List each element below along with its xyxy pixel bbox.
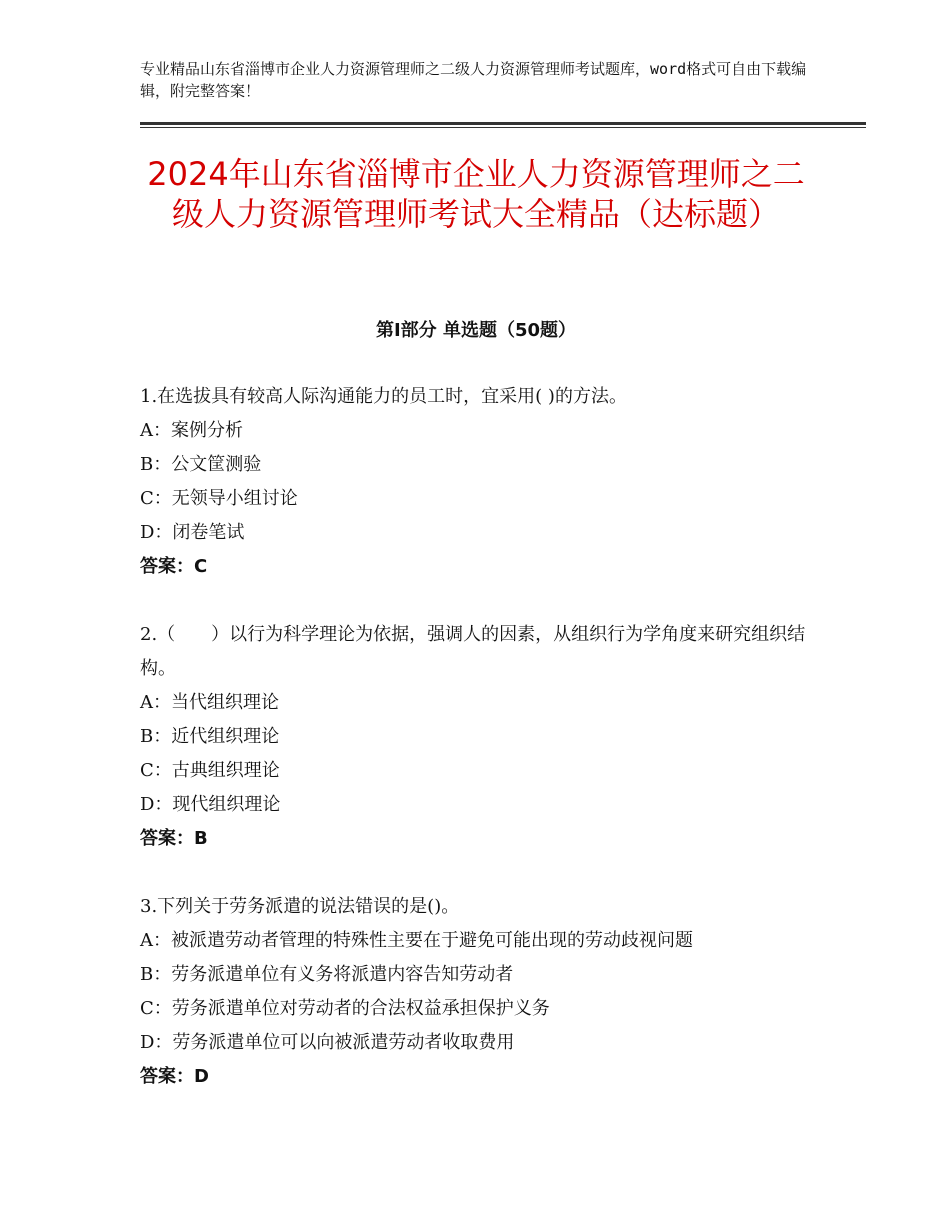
answer: 答案：D bbox=[140, 1066, 209, 1087]
question-stem: 2.（ ）以行为科学理论为依据，强调人的因素，从组织行为学角度来研究组织结构。 bbox=[140, 624, 806, 679]
header-rule-thin bbox=[140, 127, 866, 128]
header-rule-thick bbox=[140, 122, 866, 125]
option-c: C：劳务派遣单位对劳动者的合法权益承担保护义务 bbox=[140, 998, 550, 1019]
question-1 bbox=[140, 380, 820, 584]
option-d: D：现代组织理论 bbox=[140, 794, 281, 815]
question-3 bbox=[140, 890, 820, 1094]
option-a: A：当代组织理论 bbox=[140, 692, 279, 713]
option-a: A：被派遣劳动者管理的特殊性主要在于避免可能出现的劳动歧视问题 bbox=[140, 930, 693, 951]
option-d: D：劳务派遣单位可以向被派遣劳动者收取费用 bbox=[140, 1032, 515, 1053]
option-d: D：闭卷笔试 bbox=[140, 522, 245, 543]
document-title: 2024年山东省淄博市企业人力资源管理师之二级人力资源管理师考试大全精品（达标题） bbox=[147, 155, 805, 233]
section-title: 第Ⅰ部分 单选题（50题） bbox=[375, 320, 576, 341]
question-stem: 1.在选拔具有较高人际沟通能力的员工时，宜采用( )的方法。 bbox=[140, 386, 627, 407]
header-note: 专业精品山东省淄博市企业人力资源管理师之二级人力资源管理师考试题库，word格式可自由下载编辑，附完整答案！ bbox=[140, 60, 807, 100]
option-a: A：案例分析 bbox=[140, 420, 243, 441]
answer: 答案：B bbox=[140, 828, 208, 849]
option-b: B：公文筐测验 bbox=[140, 454, 262, 475]
option-b: B：近代组织理论 bbox=[140, 726, 280, 747]
question-stem: 3.下列关于劳务派遣的说法错误的是()。 bbox=[140, 896, 460, 917]
option-b: B：劳务派遣单位有义务将派遣内容告知劳动者 bbox=[140, 964, 514, 985]
answer: 答案：C bbox=[140, 556, 208, 577]
question-2 bbox=[140, 618, 820, 856]
option-c: C：古典组织理论 bbox=[140, 760, 280, 781]
option-c: C：无领导小组讨论 bbox=[140, 488, 298, 509]
